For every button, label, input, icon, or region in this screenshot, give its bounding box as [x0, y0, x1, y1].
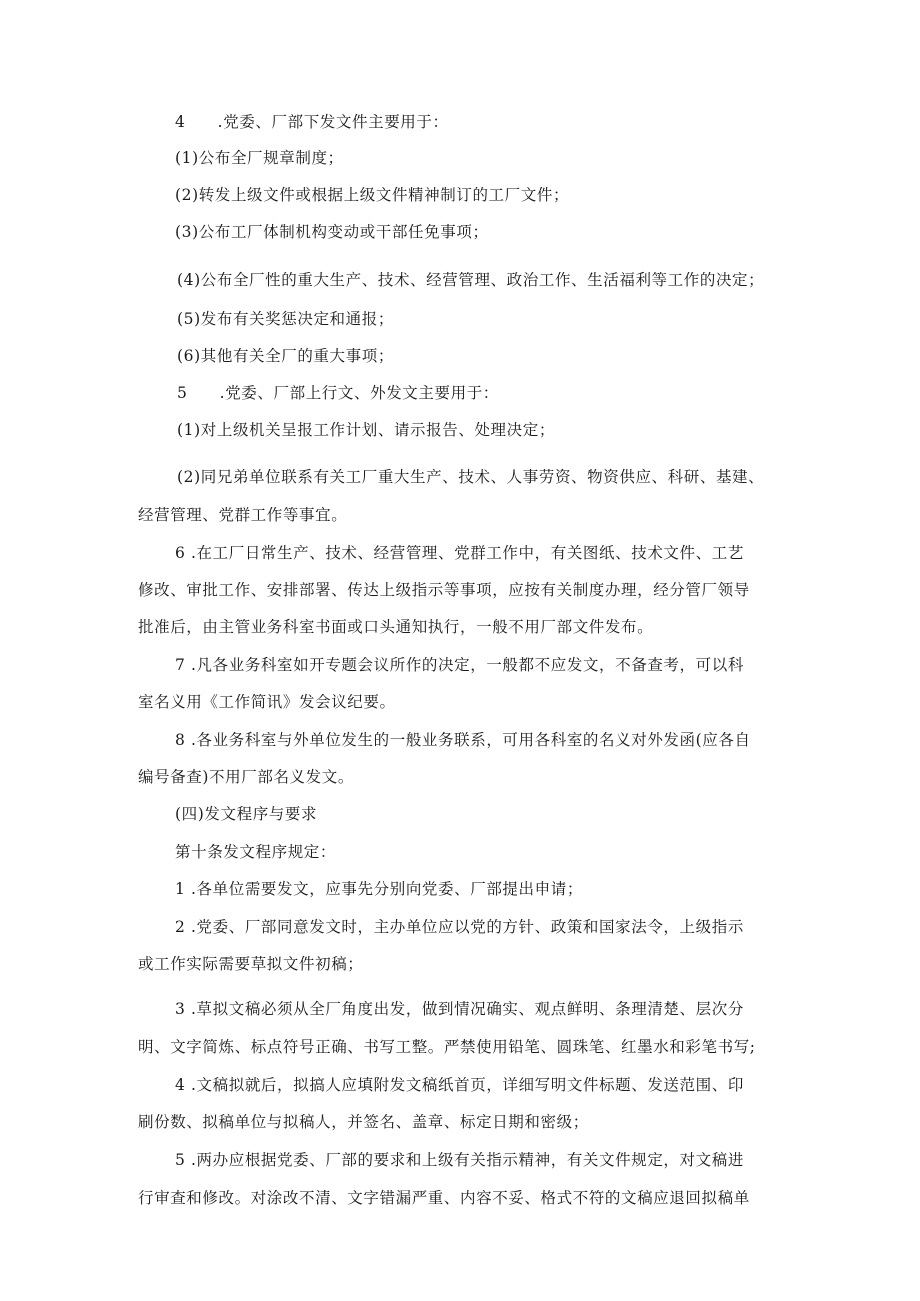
paragraph-line: 5 .党委、厂部上行文、外发文主要用于：	[177, 384, 499, 402]
paragraph-line: (4)公布全厂性的重大生产、技术、经营管理、政治工作、生活福利等工作的决定；	[177, 271, 765, 289]
paragraph-line: 明、文字简炼、标点符号正确、书写工整。严禁使用铅笔、圆珠笔、红墨水和彩笔书写;	[138, 1038, 756, 1056]
section-heading: (四)发文程序与要求	[175, 805, 318, 823]
paragraph-line: 或工作实际需要草拟文件初稿；	[138, 955, 364, 973]
paragraph-line: 经营管理、党群工作等事宜。	[138, 506, 348, 524]
paragraph-line: 3 .草拟文稿必须从全厂角度出发，做到情况确实、观点鲜明、条理清楚、层次分	[175, 1000, 744, 1018]
paragraph-line: 刷份数、拟稿单位与拟稿人，并签名、盖章、标定日期和密级；	[138, 1113, 589, 1131]
paragraph-line: 2 .党委、厂部同意发文时，主办单位应以党的方针、政策和国家法令，上级指示	[175, 918, 744, 936]
paragraph-line: 7 .凡各业务科室如开专题会议所作的决定，一般都不应发文，不备查考，可以科	[175, 656, 744, 674]
paragraph-line: 编号备查)不用厂部名义发文。	[138, 768, 354, 786]
paragraph-line: 8 .各业务科室与外单位发生的一般业务联系，可用各科室的名义对外发函(应各自	[175, 731, 751, 749]
paragraph-line: 行审查和修改。对涂改不清、文字错漏严重、内容不妥、格式不符的文稿应退回拟稿单	[138, 1189, 750, 1207]
paragraph-line: 6 .在工厂日常生产、技术、经营管理、党群工作中，有关图纸、技术文件、工艺	[175, 544, 744, 562]
paragraph-line: (3)公布工厂体制机构变动或干部任免事项；	[175, 223, 489, 241]
article-heading: 第十条发文程序规定：	[175, 843, 337, 861]
paragraph-line: (1)公布全厂规章制度；	[175, 149, 344, 167]
paragraph-line: (1)对上级机关呈报工作计划、请示报告、处理决定；	[177, 421, 555, 439]
paragraph-line: (2)转发上级文件或根据上级文件精神制订的工厂文件；	[175, 186, 570, 204]
paragraph-line: 批准后，由主管业务科室书面或口头通知执行，一般不用厂部文件发布。	[138, 618, 654, 636]
paragraph-line: 修改、审批工作、安排部署、传达上级指示等事项，应按有关制度办理，经分管厂领导	[138, 581, 750, 599]
paragraph-line: 5 .两办应根据党委、厂部的要求和上级有关指示精神，有关文件规定，对文稿进	[175, 1151, 744, 1169]
paragraph-line: (5)发布有关奖惩决定和通报；	[177, 310, 394, 328]
paragraph-line: 4 .文稿拟就后，拟搞人应填附发文稿纸首页，详细写明文件标题、发送范围、印	[175, 1076, 744, 1094]
paragraph-line: 4 .党委、厂部下发文件主要用于：	[175, 113, 449, 131]
paragraph-line: (6)其他有关全厂的重大事项；	[177, 347, 394, 365]
paragraph-line: 室名义用《工作简讯》发会议纪要。	[138, 693, 396, 711]
paragraph-line: (2)同兄弟单位联系有关工厂重大生产、技术、人事劳资、物资供应、科研、基建、	[177, 468, 765, 486]
paragraph-line: 1 .各单位需要发文，应事先分别向党委、厂部提出申请；	[175, 880, 583, 898]
